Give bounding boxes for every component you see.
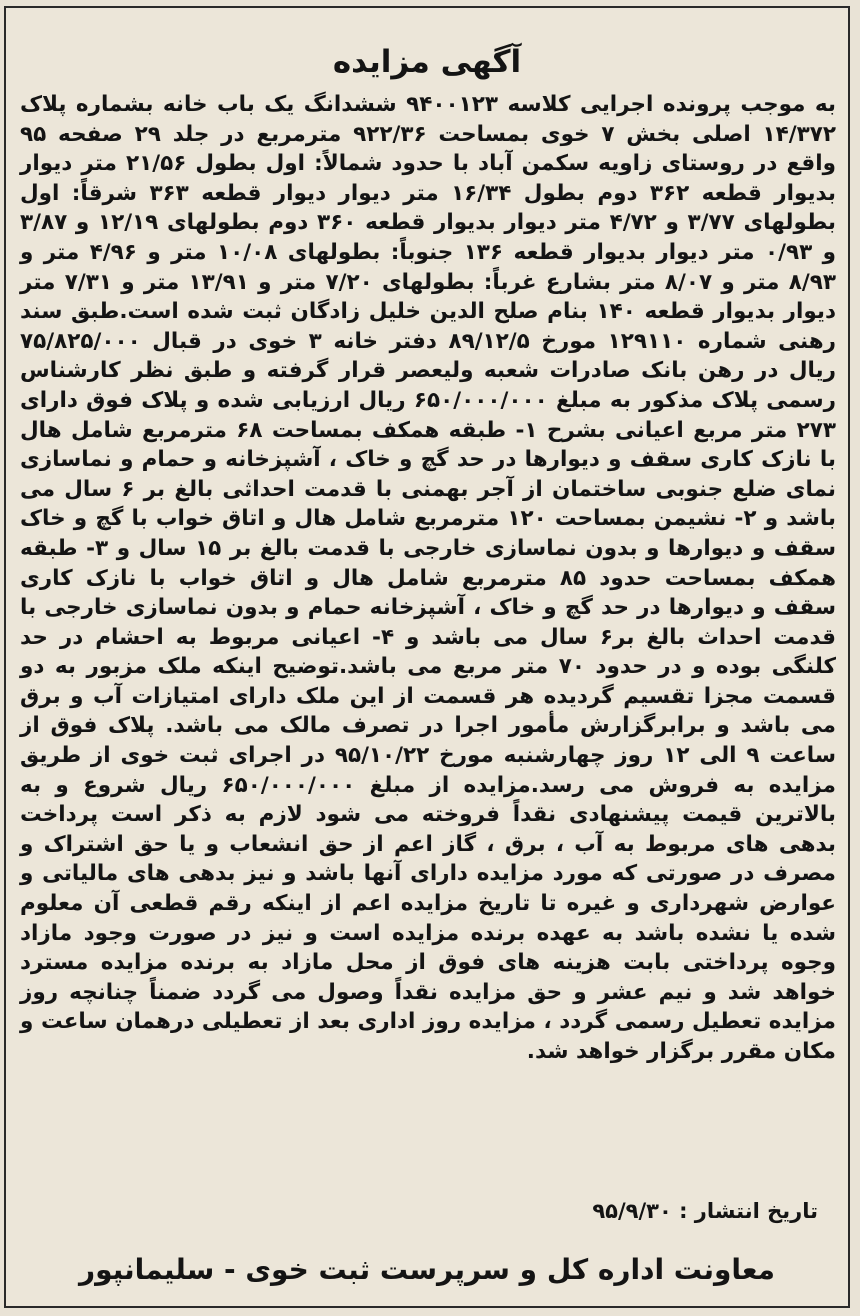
auction-notice: [4, 6, 850, 1308]
notice-title: آگهی مزایده: [332, 44, 522, 80]
publish-date: تاریخ انتشار : ۹۵/۹/۳۰: [592, 1199, 818, 1223]
notice-body: به موجب پرونده اجرایی کلاسه ۹۴۰۰۱۲۳ ششدانگ یک باب خانه بشماره پلاک ۱۴/۳۷۲ اصلی بخش ۷ خوی بمساحت ۹۲۲/۳۶ مترمربع در جلد ۲۹ صفحه ۹۵ واقع در روستای زاویه سکمن آباد با حدود شمالاً: اول بطول ۲۱/۵۶ متر دیوار بدیوار قطعه ۳۶۲ دوم بطول ۱۶/۳۴ متر دیوار دیوار قطعه ۳۶۳ شرقاً: اول بطولهای ۳/۷۷ و ۴/۷۲ متر دیوار بدیوار قطعه ۳۶۰ دوم بطولهای ۱۲/۱۹ و ۳/۸۷ و ۰/۹۳ متر دیوار بدیوار قطعه ۱۳۶ جنوباً: بطولهای ۱۰/۰۸ متر و ۴/۹۶ متر و ۸/۹۳ متر و ۸/۰۷ متر بشارع غرباً: بطولهای ۷/۲۰ متر و ۱۳/۹۱ متر و ۷/۳۱ متر دیوار بدیوار قطعه ۱۴۰ بنام صلح الدین خلیل زادگان ثبت شده است.طبق سند رهنی شماره ۱۲۹۱۱۰ مورخ ۸۹/۱۲/۵ دفتر خانه ۳ خوی در قبال ۷۵/۸۲۵/۰۰۰ ریال در رهن بانک صادرات شعبه ولیعصر قرار گرفته و طبق نظر کارشناس رسمی پلاک مذکور به مبلغ ۶۵۰/۰۰۰/۰۰۰ ریال ارزیابی شده و پلاک فوق دارای ۲۷۳ متر مربع اعیانی بشرح ۱- طبقه همکف بمساحت ۶۸ مترمربع شامل هال با نازک کاری سقف و دیوارها در حد گچ و خاک ، آشپزخانه و حمام و نماسازی نمای ضلع جنوبی ساختمان از آجر بهمنی با قدمت احداثی بالغ بر ۶ سال می باشد و ۲- نشیمن بمساحت ۱۲۰ مترمربع شامل هال و اتاق خواب با گچ و خاک سقف و دیوارها و بدون نماسازی خارجی با قدمت بالغ بر ۱۵ سال و ۳- طبقه همکف بمساحت حدود ۸۵ مترمربع شامل هال و اتاق خواب با نازک کاری سقف و دیوارها در حد گچ و خاک ، آشپزخانه حمام و بدون نماسازی خارجی با قدمت احداث بالغ بر۶ سال می باشد و ۴- اعیانی مربوط به احشام در حد کلنگی بوده و در حدود ۷۰ متر مربع می باشد.توضیح اینکه ملک مزبور به دو قسمت مجزا تقسیم گردیده هر قسمت از این ملک دارای امتیازات آب و برق می باشد و برابرگزارش مأمور اجرا در تصرف مالک می باشد. پلاک فوق از ساعت ۹ الی ۱۲ روز چهارشنبه مورخ ۹۵/۱۰/۲۲ در اجرای ثبت خوی از طریق مزایده به فروش می رسد.مزایده از مبلغ ۶۵۰/۰۰۰/۰۰۰ ریال شروع و به بالاترین قیمت پیشنهادی نقداً فروخته می شود لازم به ذکر است پرداخت بدهی های مربوط به آب ، برق ، گاز اعم از حق انشعاب و یا حق اشتراک و مصرف در صورتی که مورد مزایده دارای آنها باشد و نیز بدهی های مالیاتی و عوارض شهرداری و غیره تا تاریخ مزایده اعم از اینکه رقم قطعی آن معلوم شده یا نشده باشد به عهده برنده مزایده است و نیز در صورت وجود مازاد وجوه پرداختی بابت هزینه های فوق از محل مازاد به برنده مزایده مسترد خواهد شد و نیم عشر و حق مزایده نقداً وصول می گردد ضمناً چنانچه روز مزایده تعطیل رسمی گردد ، مزایده روز اداری بعد از تعطیلی درهمان ساعت و مکان مقرر برگزار خواهد شد.: [20, 92, 837, 1064]
signature-line: معاونت اداره کل و سرپرست ثبت خوی - سلیمانپور: [78, 1253, 776, 1286]
